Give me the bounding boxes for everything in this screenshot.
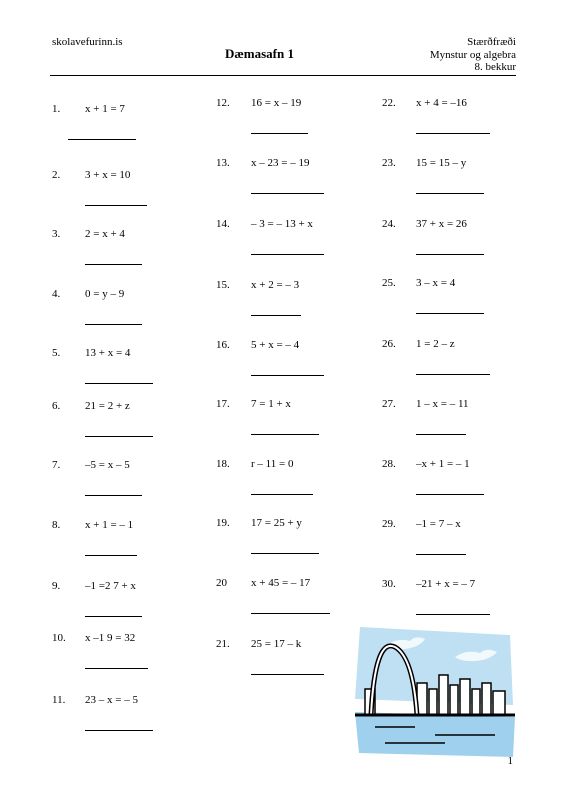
problem-equation: x – 23 = – 19 bbox=[251, 157, 310, 169]
problem-number: 2. bbox=[52, 169, 61, 181]
problem-number: 14. bbox=[216, 218, 230, 230]
problem-number: 30. bbox=[382, 578, 396, 590]
problem-equation: 1 – x = – 11 bbox=[416, 398, 469, 410]
problem-equation: 17 = 25 + y bbox=[251, 517, 302, 529]
problem-number: 28. bbox=[382, 458, 396, 470]
problem-equation: 16 = x – 19 bbox=[251, 97, 302, 109]
problem-equation: 2 = x + 4 bbox=[85, 228, 125, 240]
problem-equation: x + 1 = 7 bbox=[85, 103, 125, 115]
answer-line[interactable] bbox=[251, 375, 324, 376]
answer-line[interactable] bbox=[68, 139, 136, 140]
answer-line[interactable] bbox=[416, 494, 484, 495]
problem-number: 10. bbox=[52, 632, 66, 644]
problem-number: 6. bbox=[52, 400, 61, 412]
problem-number: 3. bbox=[52, 228, 61, 240]
problem-equation: 7 = 1 + x bbox=[251, 398, 291, 410]
problem-number: 27. bbox=[382, 398, 396, 410]
answer-line[interactable] bbox=[251, 553, 319, 554]
answer-line[interactable] bbox=[85, 383, 153, 384]
problem-number: 22. bbox=[382, 97, 396, 109]
problem-number: 21. bbox=[216, 638, 230, 650]
problem-number: 19. bbox=[216, 517, 230, 529]
page-number: 1 bbox=[507, 755, 513, 767]
answer-line[interactable] bbox=[85, 436, 153, 437]
problem-equation: – 3 = – 13 + x bbox=[251, 218, 313, 230]
header-info bbox=[430, 36, 516, 74]
problem-equation: x + 4 = –16 bbox=[416, 97, 467, 109]
problem-number: 9. bbox=[52, 580, 61, 592]
problem-equation: r – 11 = 0 bbox=[251, 458, 294, 470]
problem-equation: 13 + x = 4 bbox=[85, 347, 131, 359]
problem-number: 18. bbox=[216, 458, 230, 470]
problem-number: 29. bbox=[382, 518, 396, 530]
answer-line[interactable] bbox=[85, 495, 142, 496]
problem-equation: –x + 1 = – 1 bbox=[416, 458, 470, 470]
city-arch-clipart bbox=[355, 627, 515, 757]
answer-line[interactable] bbox=[251, 133, 308, 134]
problem-equation: 15 = 15 – y bbox=[416, 157, 467, 169]
answer-line[interactable] bbox=[416, 614, 490, 615]
answer-line[interactable] bbox=[416, 193, 484, 194]
problem-number: 23. bbox=[382, 157, 396, 169]
answer-line[interactable] bbox=[85, 264, 142, 265]
answer-line[interactable] bbox=[85, 730, 153, 731]
answer-line[interactable] bbox=[251, 674, 324, 675]
answer-line[interactable] bbox=[251, 494, 313, 495]
problem-number: 16. bbox=[216, 339, 230, 351]
problem-number: 15. bbox=[216, 279, 230, 291]
header-rule bbox=[50, 75, 516, 76]
answer-line[interactable] bbox=[85, 668, 148, 669]
answer-line[interactable] bbox=[85, 555, 137, 556]
answer-line[interactable] bbox=[85, 616, 142, 617]
answer-line[interactable] bbox=[251, 254, 324, 255]
problem-equation: 3 + x = 10 bbox=[85, 169, 131, 181]
answer-line[interactable] bbox=[85, 324, 142, 325]
problem-number: 13. bbox=[216, 157, 230, 169]
grade-label: 8. bekkur bbox=[474, 61, 516, 73]
problem-number: 11. bbox=[52, 694, 66, 706]
problem-equation: x –1 9 = 32 bbox=[85, 632, 136, 644]
answer-line[interactable] bbox=[416, 254, 484, 255]
answer-line[interactable] bbox=[251, 193, 324, 194]
problem-equation: 5 + x = – 4 bbox=[251, 339, 300, 351]
problem-number: 25. bbox=[382, 277, 396, 289]
problem-number: 26. bbox=[382, 338, 396, 350]
problem-number: 4. bbox=[52, 288, 61, 300]
problem-equation: 37 + x = 26 bbox=[416, 218, 467, 230]
problem-number: 12. bbox=[216, 97, 230, 109]
subject-label: Stærðfræði bbox=[467, 36, 516, 48]
problem-equation: –1 = 7 – x bbox=[416, 518, 461, 530]
problem-equation: x + 45 = – 17 bbox=[251, 577, 311, 589]
problem-number: 24. bbox=[382, 218, 396, 230]
topic-label: Mynstur og algebra bbox=[429, 48, 516, 61]
answer-line[interactable] bbox=[251, 434, 319, 435]
problem-equation: 0 = y – 9 bbox=[85, 288, 125, 300]
answer-line[interactable] bbox=[416, 374, 490, 375]
answer-line[interactable] bbox=[416, 554, 466, 555]
problem-equation: –1 =2 7 + x bbox=[85, 580, 136, 592]
problem-equation: 3 – x = 4 bbox=[416, 277, 456, 289]
problem-equation: 1 = 2 – z bbox=[416, 338, 455, 350]
problem-number: 17. bbox=[216, 398, 230, 410]
problem-number: 7. bbox=[52, 459, 61, 471]
page-title: Dæmasafn 1 bbox=[225, 46, 294, 61]
answer-line[interactable] bbox=[85, 205, 147, 206]
problem-equation: x + 2 = – 3 bbox=[251, 279, 300, 291]
answer-line[interactable] bbox=[416, 434, 466, 435]
problem-equation: 23 – x = – 5 bbox=[85, 694, 138, 706]
problem-equation: –5 = x – 5 bbox=[85, 459, 130, 471]
answer-line[interactable] bbox=[251, 613, 330, 614]
answer-line[interactable] bbox=[416, 133, 490, 134]
problem-number: 8. bbox=[52, 519, 61, 531]
problem-number: 5. bbox=[52, 347, 61, 359]
problem-number: 20 bbox=[216, 577, 227, 589]
problem-equation: x + 1 = – 1 bbox=[85, 519, 134, 531]
problem-equation: 25 = 17 – k bbox=[251, 638, 302, 650]
problem-equation: –21 + x = – 7 bbox=[416, 578, 476, 590]
problem-number: 1. bbox=[52, 103, 61, 115]
problem-equation: 21 = 2 + z bbox=[85, 400, 130, 412]
answer-line[interactable] bbox=[416, 313, 484, 314]
site-name: skolavefurinn.is bbox=[52, 36, 123, 48]
answer-line[interactable] bbox=[251, 315, 301, 316]
